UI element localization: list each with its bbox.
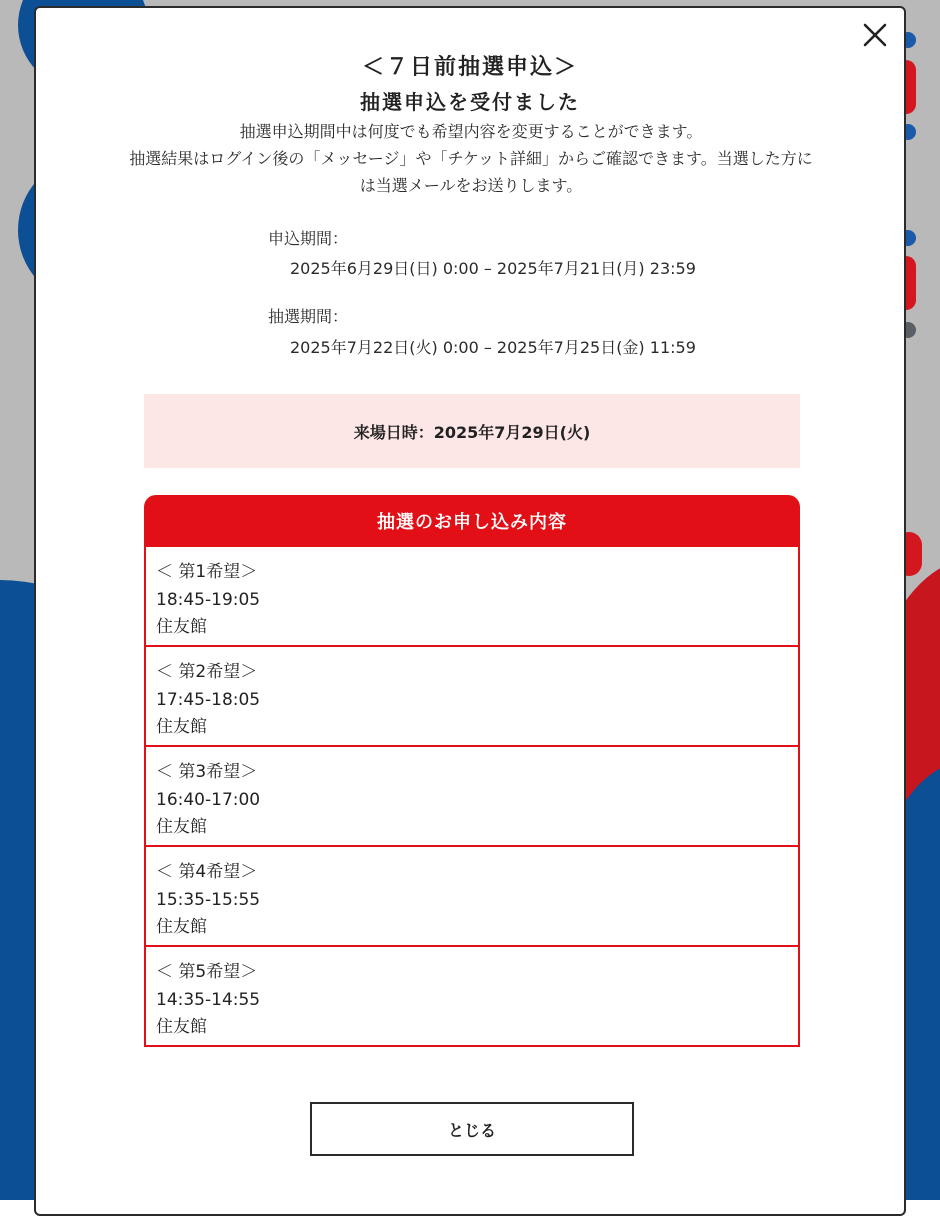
description-line: は当選メールをお送りします。 [359, 176, 583, 195]
choice-time: 15:35-15:55 [156, 889, 261, 910]
choice-time: 16:40-17:00 [156, 789, 261, 810]
close-button[interactable]: とじる [310, 1102, 634, 1156]
choice-venue: 住友館 [156, 817, 207, 837]
dialog-title: ＜７日前抽選申込＞ [361, 55, 578, 80]
lottery-details-table [144, 495, 800, 1047]
description-line: 抽選申込期間中は何度でも希望内容を変更することができます。 [239, 122, 703, 141]
lottery-details-header: 抽選のお申し込み内容 [144, 495, 800, 547]
choice-row-3 [144, 747, 800, 847]
choice-rank: ＜ 第4希望＞ [156, 862, 258, 882]
visit-datetime-text: 来場日時：2025年7月29日(火) [353, 422, 591, 442]
choice-time: 14:35-14:55 [156, 989, 261, 1010]
lottery-period-value: 2025年7月22日(火) 0:00 – 2025年7月25日(金) 11:59 [290, 338, 696, 357]
choice-row-1 [144, 547, 800, 647]
dialog-subtitle: 抽選申込を受付ました [360, 90, 580, 114]
application-period-label: 申込期間： [268, 229, 349, 248]
choice-venue: 住友館 [156, 1017, 207, 1037]
choice-rank: ＜ 第1希望＞ [156, 562, 258, 582]
choice-venue: 住友館 [156, 717, 207, 737]
description-line: 抽選結果はログイン後の「メッセージ」や「チケット詳細」からご確認できます。当選した方に [129, 149, 813, 168]
choice-time: 18:45-19:05 [156, 589, 261, 610]
choice-row-4 [144, 847, 800, 947]
choice-rank: ＜ 第5希望＞ [156, 962, 258, 982]
choice-rank: ＜ 第3希望＞ [156, 762, 258, 782]
choice-rank: ＜ 第2希望＞ [156, 662, 258, 682]
visit-datetime-box [144, 394, 800, 468]
choice-row-5 [144, 947, 800, 1047]
lottery-confirmation-dialog [34, 6, 906, 1216]
close-icon[interactable] [860, 20, 890, 50]
choice-venue: 住友館 [156, 617, 207, 637]
choice-venue: 住友館 [156, 917, 207, 937]
close-icon-graphic [860, 20, 890, 50]
choice-time: 17:45-18:05 [156, 689, 261, 710]
choice-row-2 [144, 647, 800, 747]
lottery-period-label: 抽選期間： [268, 307, 349, 326]
application-period-value: 2025年6月29日(日) 0:00 – 2025年7月21日(月) 23:59 [290, 259, 696, 278]
